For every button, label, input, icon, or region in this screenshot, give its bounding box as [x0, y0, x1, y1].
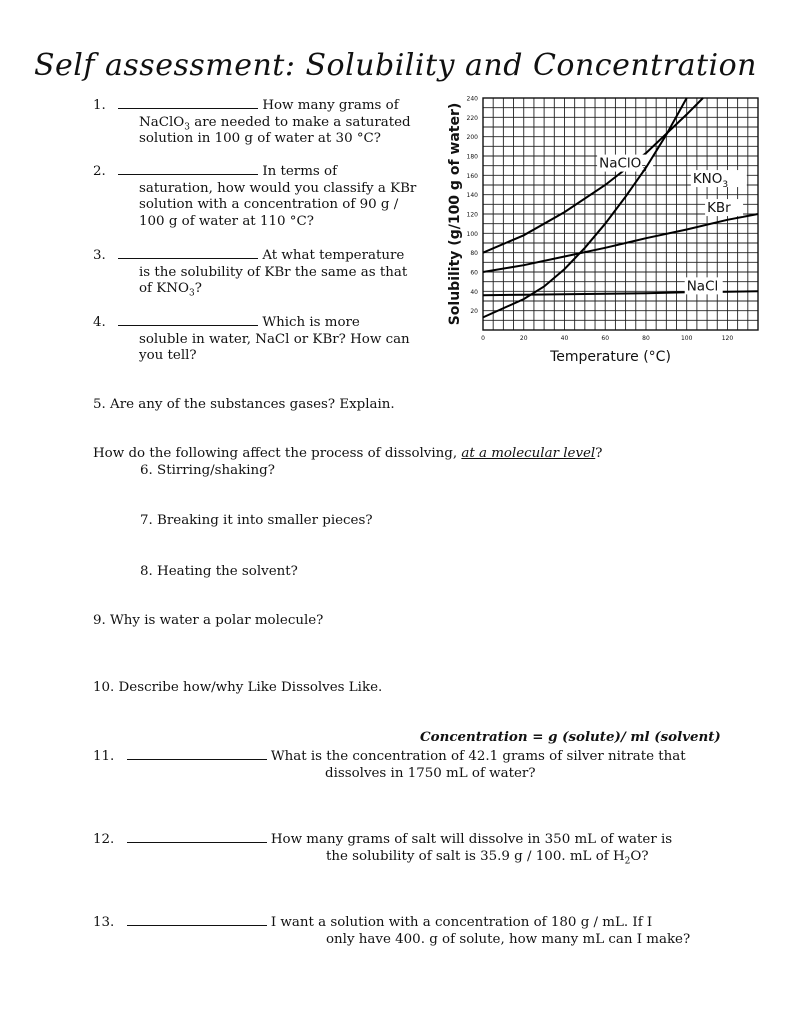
concentration-formula: Concentration = g (solute)/ ml (solvent): [420, 729, 721, 745]
answer-blank-12[interactable]: [127, 830, 267, 843]
question-text: How many grams of: [262, 98, 399, 113]
x-tick-label: 60: [601, 335, 610, 342]
question-8: 8. Heating the solvent?: [140, 564, 298, 579]
question-10: 10. Describe how/why Like Dissolves Like.: [93, 680, 383, 695]
intro-text-main: How do the following affect the process of dissolving,: [93, 446, 462, 461]
question-text: only have 400. g of solute, how many mL can I make?: [326, 931, 691, 947]
question-number: 2.: [93, 164, 106, 179]
x-axis-label: Temperature (°C): [550, 349, 671, 365]
x-tick-label: 20: [519, 335, 528, 342]
y-tick-label: 160: [466, 172, 478, 180]
question-text: dissolves in 1750 mL of water?: [325, 765, 536, 781]
question-3: [93, 246, 407, 298]
series-label-main: KNO: [692, 171, 723, 188]
series-label-main: NaClO: [599, 155, 642, 172]
series-label-subscript: 3: [641, 164, 648, 175]
question-text: solution in 100 g of water at 30 °C?: [139, 131, 381, 146]
question-number: 13.: [93, 915, 115, 930]
y-tick-label: 100: [466, 230, 478, 238]
question-text: 100 g of water at 110 °C?: [139, 213, 314, 229]
series-label-main: NaCl: [686, 278, 719, 295]
series-label-NaCl: [687, 278, 719, 294]
intro-text: [93, 446, 602, 463]
answer-blank-11[interactable]: [127, 747, 267, 760]
x-tick-label: 80: [642, 335, 650, 342]
y-tick-label: 180: [466, 153, 478, 161]
x-tick-label: 40: [560, 335, 569, 342]
question-text: are needed to make a saturated: [189, 114, 411, 130]
question-text: saturation, how would you classify a KBr: [139, 180, 417, 196]
intro-text-end: ?: [595, 446, 603, 461]
question-text: I want a solution with a concentration of 180 g / mL. If I: [270, 915, 653, 930]
x-tick-label: 100: [680, 335, 693, 342]
answer-blank-2[interactable]: [118, 162, 258, 175]
question-number: 3.: [93, 248, 106, 263]
series-label-subscript: 3: [722, 180, 729, 191]
y-tick-label: 240: [466, 95, 478, 103]
y-tick-label: 20: [470, 308, 478, 316]
question-text: of KNO: [139, 281, 189, 296]
y-tick-label: 200: [466, 134, 478, 142]
question-text: In terms of: [262, 164, 338, 179]
x-tick-label: 120: [721, 335, 734, 342]
answer-blank-4[interactable]: [118, 313, 258, 326]
question-text: ?: [194, 281, 202, 296]
y-tick-label: 40: [470, 288, 478, 296]
y-axis-label: Solubility (g/100 g of water): [447, 102, 463, 326]
question-text: What is the concentration of 42.1 grams of silver nitrate that: [270, 749, 686, 764]
question-number: 1.: [93, 98, 106, 113]
question-4: [93, 313, 410, 365]
subscript: 3: [184, 122, 190, 133]
x-tick-label: 0: [481, 335, 485, 342]
question-text: is the solubility of KBr the same as that: [139, 264, 408, 280]
question-2: [93, 162, 416, 230]
y-tick-label: 60: [470, 269, 478, 277]
answer-blank-1[interactable]: [118, 96, 258, 109]
question-text: soluble in water, NaCl or KBr? How can: [139, 331, 410, 347]
question-text: Which is more: [262, 315, 360, 330]
page-title: Self assessment: Solubility and Concentration: [33, 48, 758, 83]
question-text: solution with a concentration of 90 g /: [139, 197, 399, 212]
question-text: O?: [630, 848, 649, 864]
question-11: [93, 747, 686, 782]
question-9: 9. Why is water a polar molecule?: [93, 613, 324, 628]
question-text: you tell?: [139, 348, 197, 363]
question-number: 12.: [93, 832, 115, 847]
y-tick-label: 80: [470, 250, 478, 258]
series-label-KBr: [707, 200, 731, 216]
question-5: 5. Are any of the substances gases? Explain.: [93, 397, 395, 412]
subscript: 2: [624, 856, 631, 867]
series-label-main: KBr: [707, 200, 731, 217]
question-text: At what temperature: [262, 248, 405, 263]
question-6: 6. Stirring/shaking?: [140, 463, 275, 478]
question-number: 4.: [93, 315, 106, 330]
answer-blank-3[interactable]: [118, 246, 258, 259]
y-tick-label: 220: [466, 114, 478, 122]
question-1: [93, 96, 411, 148]
answer-blank-13[interactable]: [127, 913, 267, 926]
y-tick-label: 140: [466, 192, 478, 200]
question-7: 7. Breaking it into smaller pieces?: [140, 513, 373, 528]
question-number: 11.: [93, 749, 115, 764]
question-text: NaClO: [139, 114, 185, 130]
question-13: [93, 913, 690, 948]
y-tick-label: 120: [466, 211, 478, 219]
question-12: [93, 830, 672, 865]
intro-emphasis: at a molecular level: [461, 446, 596, 461]
question-text: the solubility of salt is 35.9 g / 100. mL of H: [326, 848, 625, 864]
subscript: 3: [188, 288, 195, 299]
solubility-chart: [440, 90, 780, 375]
question-text: How many grams of salt will dissolve in 350 mL of water is: [270, 832, 673, 847]
